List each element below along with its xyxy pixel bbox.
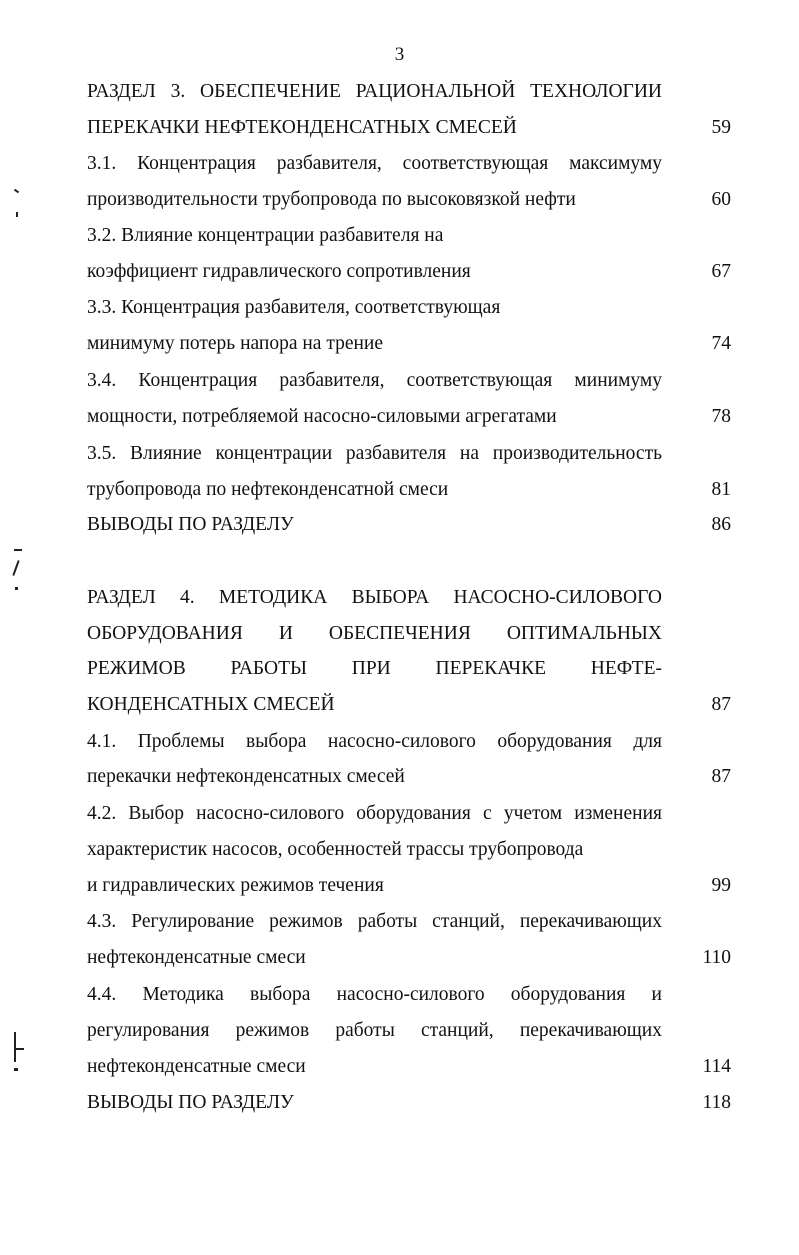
toc-page-number: 87 xyxy=(711,694,731,715)
toc-line: ОБОРУДОВАНИЯ И ОБЕСПЕЧЕНИЯ ОПТИМАЛЬНЫХ xyxy=(87,623,662,644)
toc-page-number: 74 xyxy=(711,333,731,354)
toc-line: РАЗДЕЛ 3. ОБЕСПЕЧЕНИЕ РАЦИОНАЛЬНОЙ ТЕХНОЛОГИИ xyxy=(87,81,662,102)
toc-page-number: 110 xyxy=(702,947,731,968)
toc-page-number: 118 xyxy=(702,1092,731,1113)
toc-line: КОНДЕНСАТНЫХ СМЕСЕЙ xyxy=(87,694,335,715)
toc-page-number: 99 xyxy=(711,875,731,896)
toc-line: нефтеконденсатные смеси xyxy=(87,947,306,968)
scan-mark xyxy=(14,1068,18,1071)
toc-page-number: 86 xyxy=(711,514,731,535)
page-number: 3 xyxy=(394,44,405,65)
toc-line: 4.1. Проблемы выбора насосно-силового оборудования для xyxy=(87,731,662,752)
scan-mark xyxy=(16,212,18,217)
scan-mark xyxy=(14,549,22,551)
toc-line: РАЗДЕЛ 4. МЕТОДИКА ВЫБОРА НАСОСНО-СИЛОВОГО xyxy=(87,587,662,608)
scan-mark xyxy=(14,189,19,194)
toc-line: 4.4. Методика выбора насосно-силового оборудования и xyxy=(87,984,662,1005)
toc-line: РЕЖИМОВ РАБОТЫ ПРИ ПЕРЕКАЧКЕ НЕФТЕ- xyxy=(87,658,662,679)
toc-line: 3.3. Концентрация разбавителя, соответствующая xyxy=(87,297,501,318)
scan-mark xyxy=(16,1048,24,1050)
toc-line: коэффициент гидравлического сопротивления xyxy=(87,261,471,282)
toc-line: ВЫВОДЫ ПО РАЗДЕЛУ xyxy=(87,1092,294,1113)
toc-line: производительности трубопровода по высоковязкой нефти xyxy=(87,189,576,210)
toc-page-number: 60 xyxy=(711,189,731,210)
toc-line: 3.2. Влияние концентрации разбавителя на xyxy=(87,225,444,246)
scan-mark xyxy=(12,560,19,576)
toc-line: мощности, потребляемой насосно-силовыми агрегатами xyxy=(87,406,557,427)
toc-page-number: 59 xyxy=(711,117,731,138)
toc-line: 3.5. Влияние концентрации разбавителя на производительность xyxy=(87,443,662,464)
toc-line: 3.4. Концентрация разбавителя, соответствующая минимуму xyxy=(87,370,662,391)
toc-page-number: 87 xyxy=(711,766,731,787)
toc-page-number: 81 xyxy=(711,479,731,500)
toc-line: 3.1. Концентрация разбавителя, соответствующая максимуму xyxy=(87,153,662,174)
toc-page-number: 114 xyxy=(702,1056,731,1077)
toc-line: ВЫВОДЫ ПО РАЗДЕЛУ xyxy=(87,514,294,535)
toc-line: ПЕРЕКАЧКИ НЕФТЕКОНДЕНСАТНЫХ СМЕСЕЙ xyxy=(87,117,517,138)
scan-mark xyxy=(14,1032,16,1062)
toc-line: и гидравлических режимов течения xyxy=(87,875,384,896)
toc-line: 4.3. Регулирование режимов работы станций, перекачивающих xyxy=(87,911,662,932)
toc-line: нефтеконденсатные смеси xyxy=(87,1056,306,1077)
toc-line: минимуму потерь напора на трение xyxy=(87,333,384,354)
toc-line: 4.2. Выбор насосно-силового оборудования с учетом изменения xyxy=(87,803,662,824)
scan-mark xyxy=(15,587,18,590)
toc-line: характеристик насосов, особенностей трассы трубопровода xyxy=(87,839,584,860)
toc-line: трубопровода по нефтеконденсатной смеси xyxy=(87,479,449,500)
toc-line: перекачки нефтеконденсатных смесей xyxy=(87,766,405,787)
toc-line: регулирования режимов работы станций, перекачивающих xyxy=(87,1020,662,1041)
toc-page-number: 67 xyxy=(711,261,731,282)
toc-page-number: 78 xyxy=(711,406,731,427)
